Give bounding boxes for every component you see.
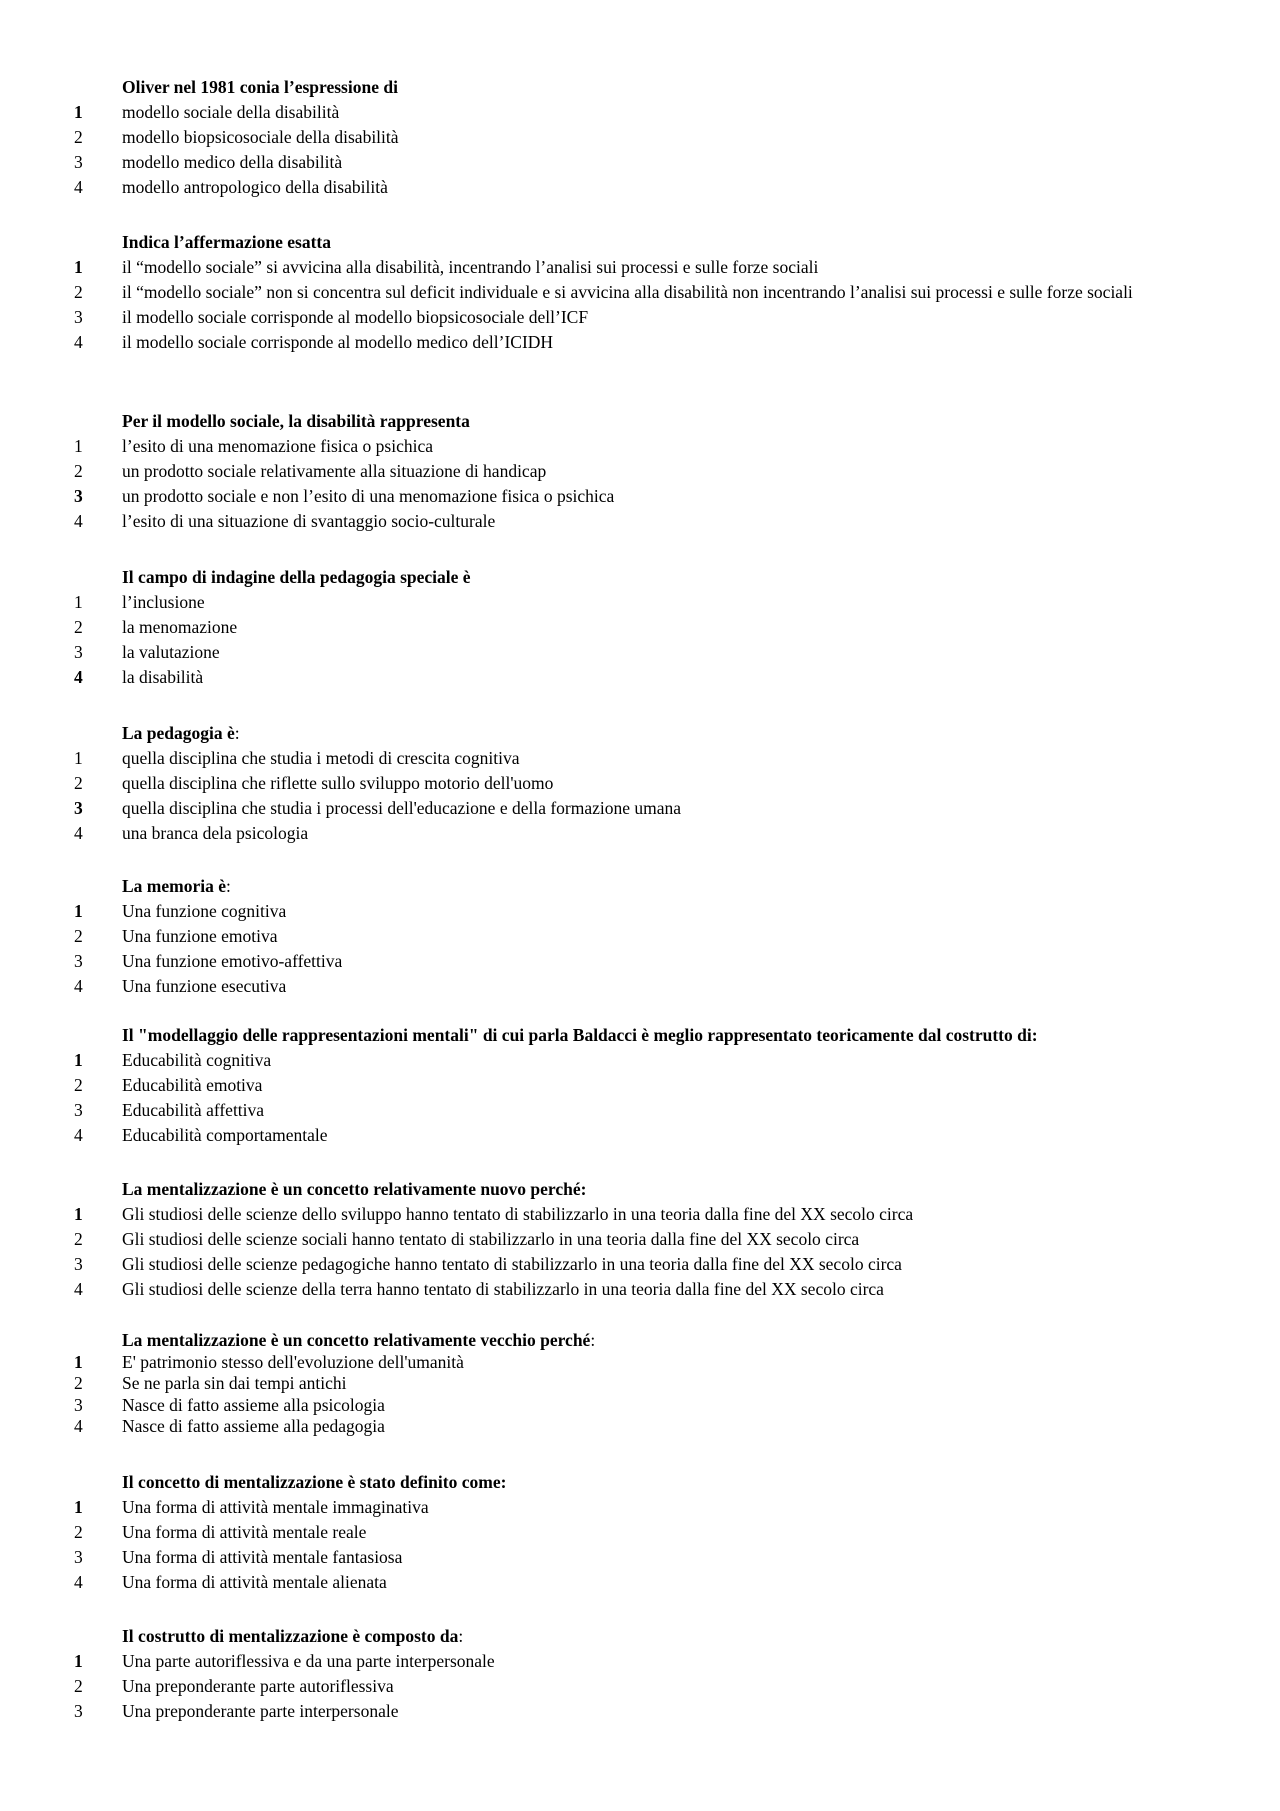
answer-number: 3 (74, 1254, 83, 1274)
answer-number: 1 (74, 592, 83, 612)
question-title: La memoria è: (122, 876, 231, 896)
answer-number: 1 (74, 748, 83, 768)
answer-option (0, 665, 1280, 690)
answer-text: E' patrimonio stesso dell'evoluzione dell'umanità (122, 1351, 464, 1372)
answer-number: 2 (74, 926, 83, 946)
answer-number: 1 (74, 1651, 83, 1671)
answer-text: Una forma di attività mentale reale (122, 1522, 367, 1542)
answer-text: una branca dela psicologia (122, 823, 309, 843)
answer-option (0, 305, 1280, 330)
answer-number: 1 (74, 257, 83, 277)
answer-number: 1 (74, 901, 83, 921)
answer-number: 1 (74, 1497, 83, 1517)
answer-number: 2 (74, 617, 83, 637)
answer-option (0, 640, 1280, 665)
answer-number: 3 (74, 486, 83, 506)
answer-number: 4 (74, 177, 83, 197)
answer-option (0, 280, 1280, 305)
answer-text: Gli studiosi delle scienze pedagogiche hanno tentato di stabilizzarlo in una teoria dalla fine del XX secolo circa (122, 1254, 902, 1274)
answer-number: 2 (74, 1373, 83, 1393)
answer-option (0, 974, 1280, 999)
answer-text: un prodotto sociale e non l’esito di una menomazione fisica o psichica (122, 486, 615, 506)
answer-option (0, 1252, 1280, 1277)
answer-number: 1 (74, 1050, 83, 1070)
answer-number: 4 (74, 332, 83, 352)
answer-option (0, 1416, 1280, 1438)
answer-number: 4 (74, 1125, 83, 1145)
answer-option (0, 484, 1280, 509)
answer-option (0, 1073, 1280, 1098)
answer-number: 4 (74, 1279, 83, 1299)
answer-option (0, 255, 1280, 280)
answer-option (0, 175, 1280, 200)
answer-option (0, 1674, 1280, 1699)
answer-option (0, 615, 1280, 640)
answer-text: Una funzione esecutiva (122, 976, 287, 996)
answer-option (0, 330, 1280, 355)
answer-text: modello sociale della disabilità (122, 102, 340, 122)
answer-number: 2 (74, 1676, 83, 1696)
answer-text: Educabilità emotiva (122, 1075, 263, 1095)
question-title: La pedagogia è: (122, 723, 240, 743)
answer-option (0, 1699, 1280, 1724)
answer-text: Educabilità cognitiva (122, 1050, 272, 1070)
answer-option (0, 1227, 1280, 1252)
answer-option (0, 100, 1280, 125)
question-block (0, 1470, 1280, 1595)
answer-text: il modello sociale corrisponde al modello biopsicosociale dell’ICF (122, 307, 589, 327)
answer-option (0, 1373, 1280, 1395)
answer-text: il modello sociale corrisponde al modello medico dell’ICIDH (122, 332, 554, 352)
answer-text: Educabilità comportamentale (122, 1125, 328, 1145)
answer-text: modello medico della disabilità (122, 152, 343, 172)
question-block (0, 75, 1280, 200)
answer-number: 2 (74, 1075, 83, 1095)
question-title: La mentalizzazione è un concetto relativamente nuovo perché: (122, 1179, 587, 1199)
question-title: Per il modello sociale, la disabilità rappresenta (122, 411, 470, 431)
question-block (0, 409, 1280, 534)
answer-option (0, 796, 1280, 821)
answer-option (0, 509, 1280, 534)
answer-text: l’inclusione (122, 592, 205, 612)
answer-number: 3 (74, 1394, 83, 1415)
question-block (0, 1177, 1280, 1302)
question-title: Il concetto di mentalizzazione è stato definito come: (122, 1472, 507, 1492)
answer-text: Una funzione cognitiva (122, 901, 287, 921)
answer-option (0, 434, 1280, 459)
answer-number: 1 (74, 102, 83, 122)
question-block (0, 874, 1280, 999)
answer-number: 1 (74, 1204, 83, 1224)
answer-option (0, 1649, 1280, 1674)
answer-option (0, 821, 1280, 846)
answer-text: quella disciplina che studia i metodi di crescita cognitiva (122, 748, 520, 768)
answer-text: il “modello sociale” non si concentra sul deficit individuale e si avvicina alla disabilità non incentrando l’analisi sui processi e sulle forze sociali (122, 282, 1133, 302)
answer-number: 3 (74, 152, 83, 172)
answer-text: la menomazione (122, 617, 238, 637)
answer-number: 4 (74, 511, 83, 531)
question-block (0, 721, 1280, 846)
answer-option (0, 899, 1280, 924)
answer-number: 3 (74, 642, 83, 662)
answer-option (0, 590, 1280, 615)
question-title: Il costrutto di mentalizzazione è composto da: (122, 1626, 464, 1646)
answer-number: 1 (74, 1351, 83, 1372)
answer-text: Una forma di attività mentale immaginativa (122, 1497, 429, 1517)
answer-number: 4 (74, 667, 83, 687)
answer-option (0, 771, 1280, 796)
answer-number: 4 (74, 976, 83, 996)
answer-number: 4 (74, 1572, 83, 1592)
answer-option (0, 746, 1280, 771)
answer-text: Gli studiosi delle scienze della terra hanno tentato di stabilizzarlo in una teoria dalla fine del XX secolo circa (122, 1279, 884, 1299)
answer-text: Una forma di attività mentale fantasiosa (122, 1547, 403, 1567)
question-title: Il "modellaggio delle rappresentazioni mentali" di cui parla Baldacci è meglio rappresentato teoricamente dal costrutto di: (122, 1025, 1038, 1045)
answer-option (0, 949, 1280, 974)
answer-number: 3 (74, 798, 83, 818)
answer-number: 1 (74, 436, 83, 456)
answer-text: Una forma di attività mentale alienata (122, 1572, 387, 1592)
answer-option (0, 1545, 1280, 1570)
answer-text: modello antropologico della disabilità (122, 177, 388, 197)
question-block (0, 1624, 1280, 1724)
answer-number: 4 (74, 823, 83, 843)
answer-option (0, 924, 1280, 949)
answer-text: la valutazione (122, 642, 220, 662)
answer-option (0, 125, 1280, 150)
answer-text: quella disciplina che riflette sullo sviluppo motorio dell'uomo (122, 773, 554, 793)
answer-option (0, 1123, 1280, 1148)
answer-text: la disabilità (122, 667, 204, 687)
answer-text: il “modello sociale” si avvicina alla disabilità, incentrando l’analisi sui processi e sulle forze sociali (122, 257, 819, 277)
question-title: Indica l’affermazione esatta (122, 232, 331, 252)
answer-option (0, 1395, 1280, 1417)
answer-number: 2 (74, 1229, 83, 1249)
question-title: Oliver nel 1981 conia l’espressione di (122, 77, 398, 97)
answer-option (0, 459, 1280, 484)
answer-number: 2 (74, 461, 83, 481)
answer-number: 3 (74, 1701, 83, 1721)
question-block (0, 1023, 1280, 1148)
answer-number: 2 (74, 1522, 83, 1542)
answer-text: Una funzione emotivo-affettiva (122, 951, 343, 971)
answer-text: Se ne parla sin dai tempi antichi (122, 1373, 347, 1393)
answer-option (0, 150, 1280, 175)
answer-option (0, 1277, 1280, 1302)
answer-option (0, 1048, 1280, 1073)
answer-text: Nasce di fatto assieme alla psicologia (122, 1394, 385, 1415)
answer-text: quella disciplina che studia i processi dell'educazione e della formazione umana (122, 798, 682, 818)
answer-number: 3 (74, 951, 83, 971)
question-title: La mentalizzazione è un concetto relativamente vecchio perché: (122, 1330, 596, 1350)
answer-number: 2 (74, 282, 83, 302)
answer-text: modello biopsicosociale della disabilità (122, 127, 399, 147)
question-block (0, 565, 1280, 690)
answer-text: l’esito di una menomazione fisica o psichica (122, 436, 434, 456)
answer-text: Gli studiosi delle scienze sociali hanno tentato di stabilizzarlo in una teoria dalla fine del XX secolo circa (122, 1229, 860, 1249)
answer-number: 4 (74, 1416, 83, 1436)
answer-option (0, 1520, 1280, 1545)
question-title: Il campo di indagine della pedagogia speciale è (122, 567, 471, 587)
answer-option (0, 1098, 1280, 1123)
question-block (0, 230, 1280, 355)
answer-number: 2 (74, 773, 83, 793)
answer-text: Nasce di fatto assieme alla pedagogia (122, 1416, 385, 1436)
answer-option (0, 1352, 1280, 1374)
answer-text: Gli studiosi delle scienze dello sviluppo hanno tentato di stabilizzarlo in una teoria dalla fine del XX secolo circa (122, 1204, 914, 1224)
answer-number: 2 (74, 127, 83, 147)
answer-text: Una parte autoriflessiva e da una parte interpersonale (122, 1651, 495, 1671)
answer-text: Una preponderante parte autoriflessiva (122, 1676, 394, 1696)
answer-text: Una preponderante parte interpersonale (122, 1701, 399, 1721)
answer-option (0, 1202, 1280, 1227)
answer-option (0, 1570, 1280, 1595)
answer-option (0, 1495, 1280, 1520)
answer-number: 3 (74, 1100, 83, 1120)
question-block (0, 1330, 1280, 1438)
answer-text: l’esito di una situazione di svantaggio socio-culturale (122, 511, 496, 531)
answer-number: 3 (74, 1547, 83, 1567)
answer-text: Educabilità affettiva (122, 1100, 265, 1120)
answer-text: un prodotto sociale relativamente alla situazione di handicap (122, 461, 547, 481)
answer-number: 3 (74, 307, 83, 327)
answer-text: Una funzione emotiva (122, 926, 278, 946)
